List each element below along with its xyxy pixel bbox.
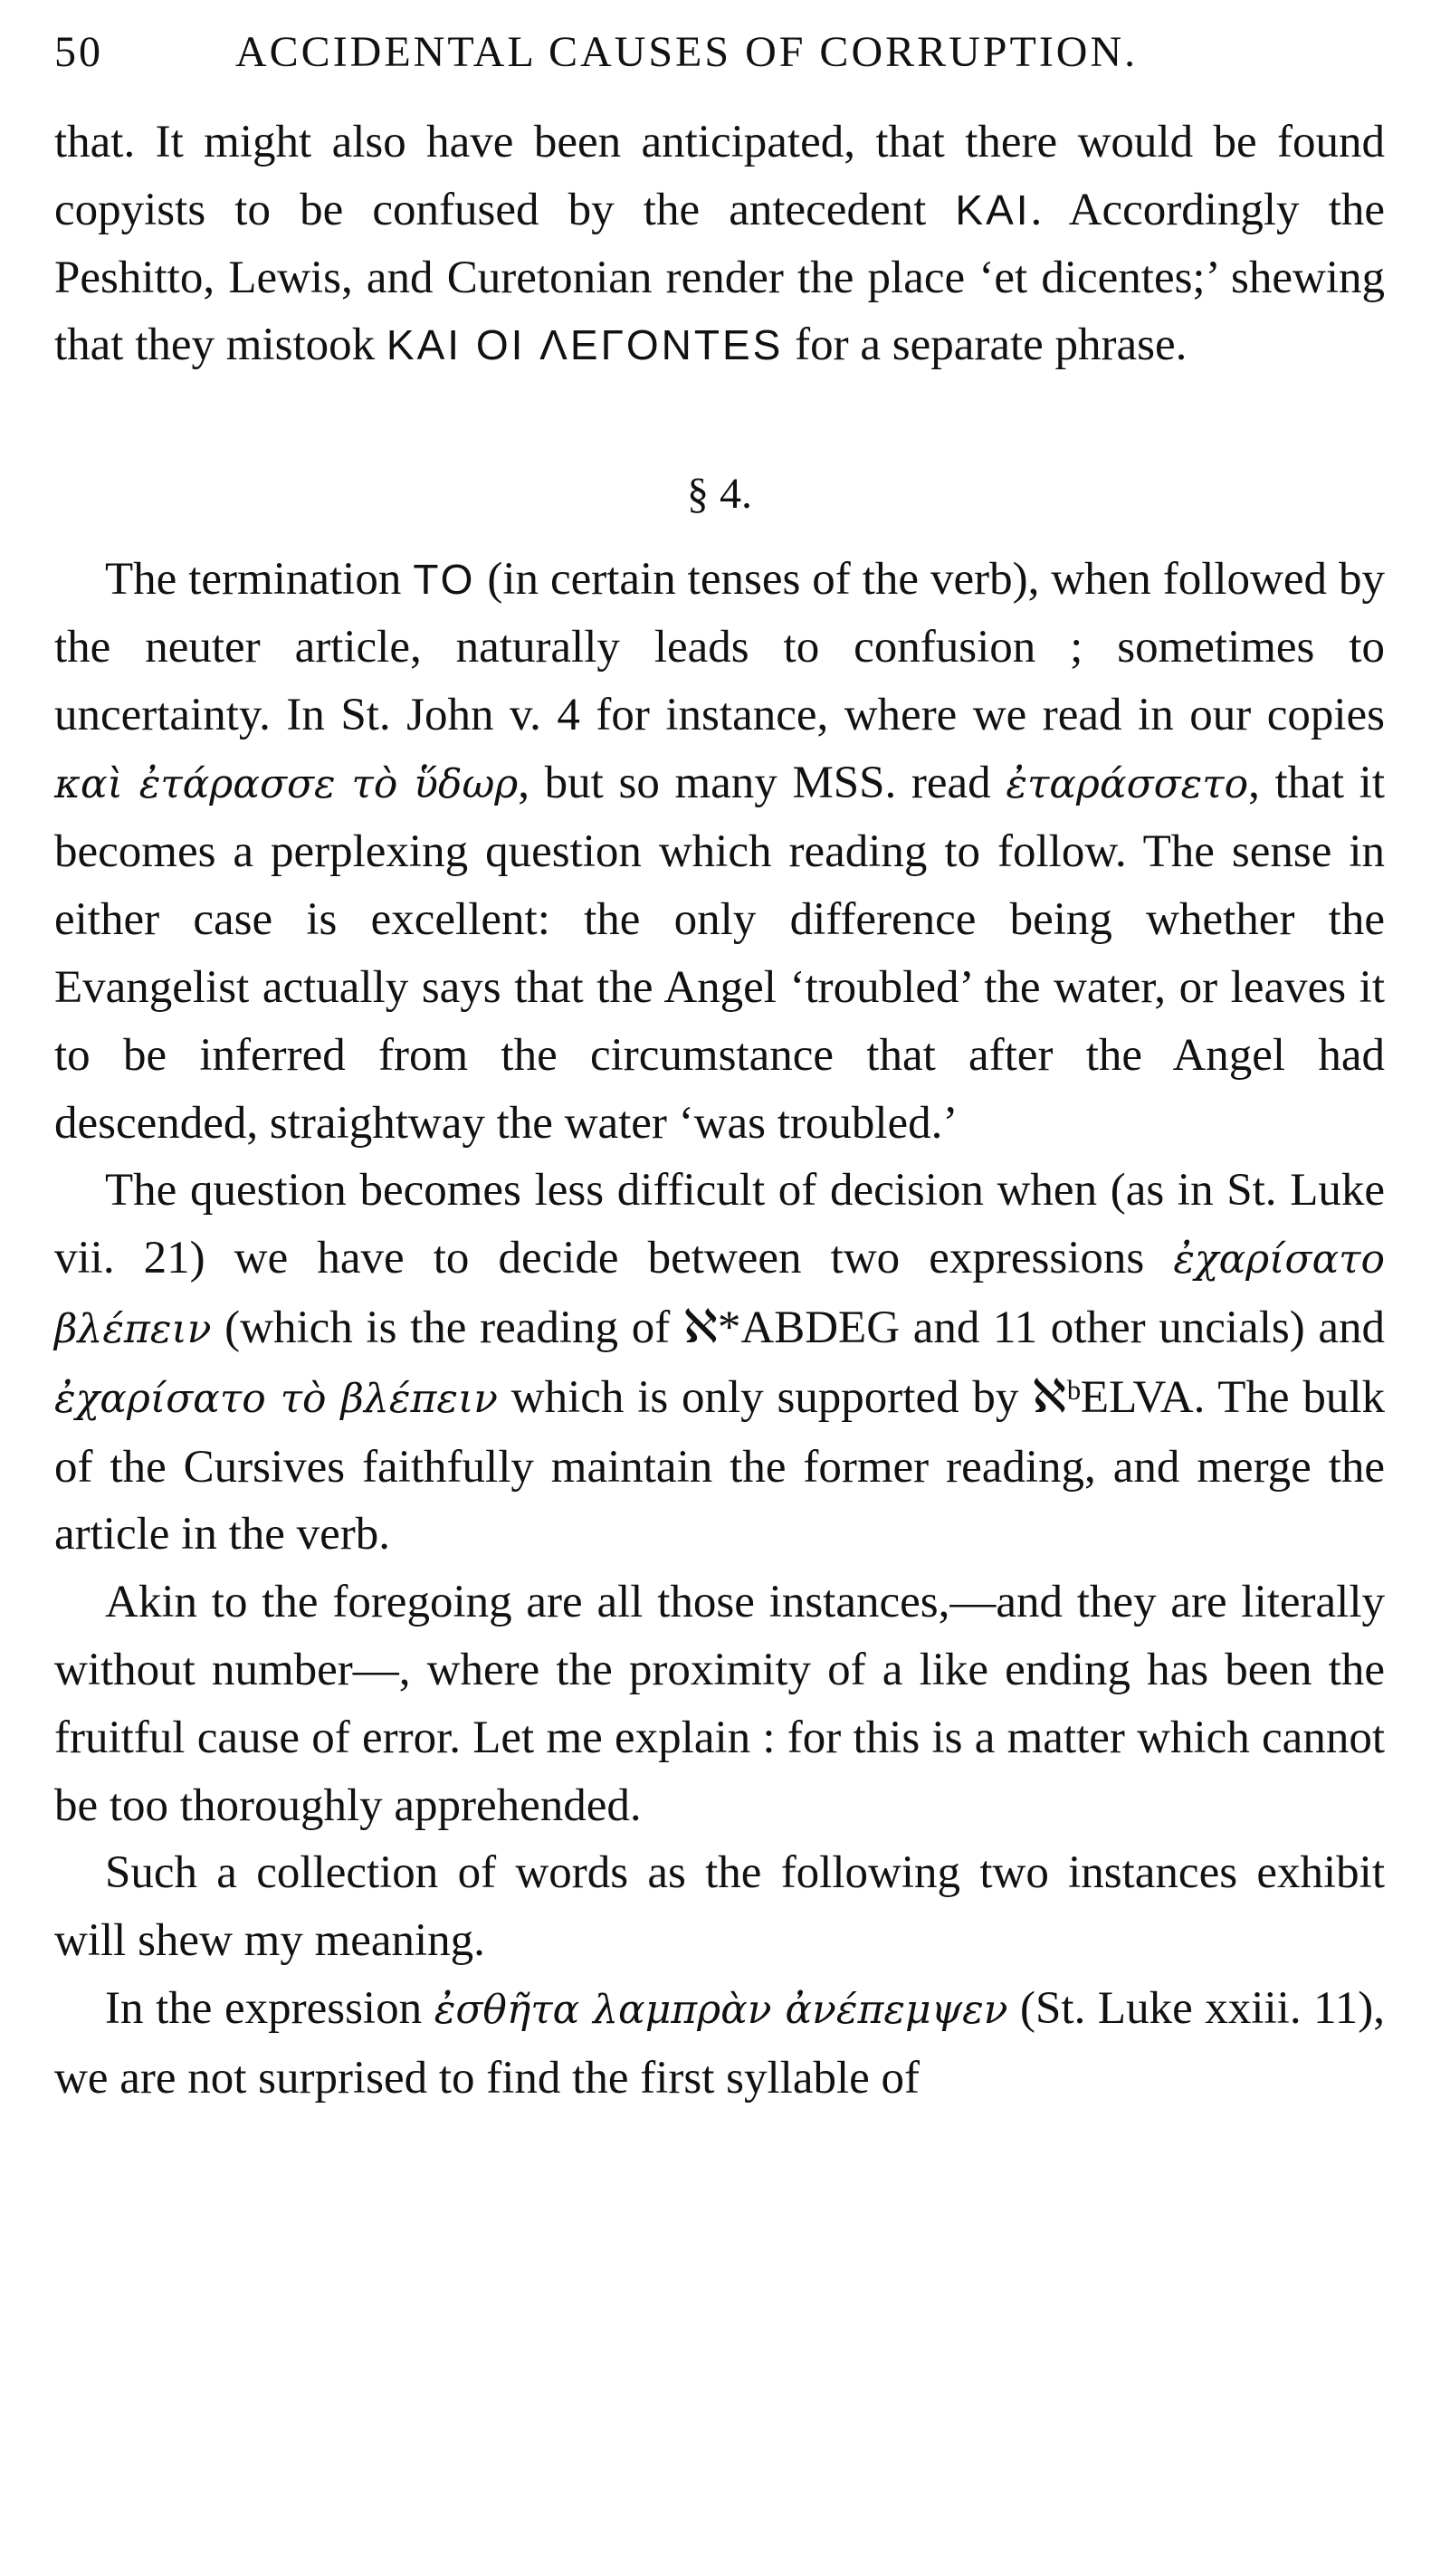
text-run: for a separate phrase. xyxy=(783,320,1188,371)
paragraph xyxy=(54,546,1385,1157)
text-run: that. It might also have been anticipated, that there would be found copyists to be confused by the antecedent xyxy=(54,117,1385,235)
text-run: (St. Luke xxiii. 11), we are not surprised to find the first syllable of xyxy=(54,1982,1386,2104)
greek-text: ἐχαρίσατο τὸ βλέπειν xyxy=(54,1375,499,1422)
section-heading: § 4. xyxy=(687,470,752,519)
paragraph xyxy=(54,1839,1385,1975)
uncial-text: KAI xyxy=(955,186,1031,234)
paragraph-continued xyxy=(54,109,1385,379)
paragraph xyxy=(54,1157,1385,1569)
greek-text: ἐσθῆτα λαμπρὰν ἀνέπεμψεν xyxy=(434,1986,1008,2033)
text-run: In the expression xyxy=(105,1982,434,2034)
text-run: The termination xyxy=(105,554,414,606)
greek-text: ἐταράσσετο xyxy=(1006,760,1249,807)
body-text xyxy=(54,109,1385,2113)
running-head xyxy=(54,27,1385,109)
text-run: , but so many MSS. read xyxy=(518,757,1006,808)
uncial-text: KAI OI ΛΕΓΟΝΤΕS xyxy=(386,321,784,369)
text-run: Such a collection of words as the following two instances exhibit will shew my meaning. xyxy=(54,1847,1385,1967)
text-run: . Accordingly the Peshitto, Lewis, and Curetonian render the place ‘et dicentes;’ shewing that they mistook xyxy=(54,184,1385,371)
text-run: which is only supported by ℵᵇELVA. The bulk of the Cursives faithfully maintain the former reading, and merge the article in the verb. xyxy=(54,1371,1385,1560)
paragraph xyxy=(54,1975,1385,2113)
paragraph xyxy=(54,1569,1385,1839)
text-run: (in certain tenses of the verb), when followed by the neuter article, naturally leads to confusion ; sometimes to uncertainty. In St. John v. 4 for instance, where we read in our copies xyxy=(54,554,1385,740)
text-run: (which is the reading of ℵ*ABDEG and 11 other uncials) and xyxy=(211,1302,1385,1353)
text-run: , that it becomes a perplexing question which reading to follow. The sense in either case is excellent: the only difference being whether the Evangelist actually says that the Angel ‘troubled’ the water, or leaves it to be inferred from the circumstance that after the Angel had descended, straightway the water ‘was troubled.’ xyxy=(54,757,1385,1149)
uncial-text: TO xyxy=(413,556,476,604)
greek-text: καὶ ἐτάρασσε τὸ ὕδωρ xyxy=(54,760,519,807)
running-title: ACCIDENTAL CAUSES OF CORRUPTION. xyxy=(235,28,1139,76)
text-run: The question becomes less difficult of decision when (as in St. Luke vii. 21) we have to decide between two expressions xyxy=(54,1165,1385,1284)
text-run: Akin to the foregoing are all those instances,—and they are literally without number—, where the proximity of a like ending has been the fruitful cause of error. Let me explain : for this is a matter which cannot be too thoroughly apprehended. xyxy=(54,1577,1385,1831)
greek-text: ἐχαρίσατο βλέπειν xyxy=(54,1236,1385,1352)
page-number: 50 xyxy=(54,28,103,76)
